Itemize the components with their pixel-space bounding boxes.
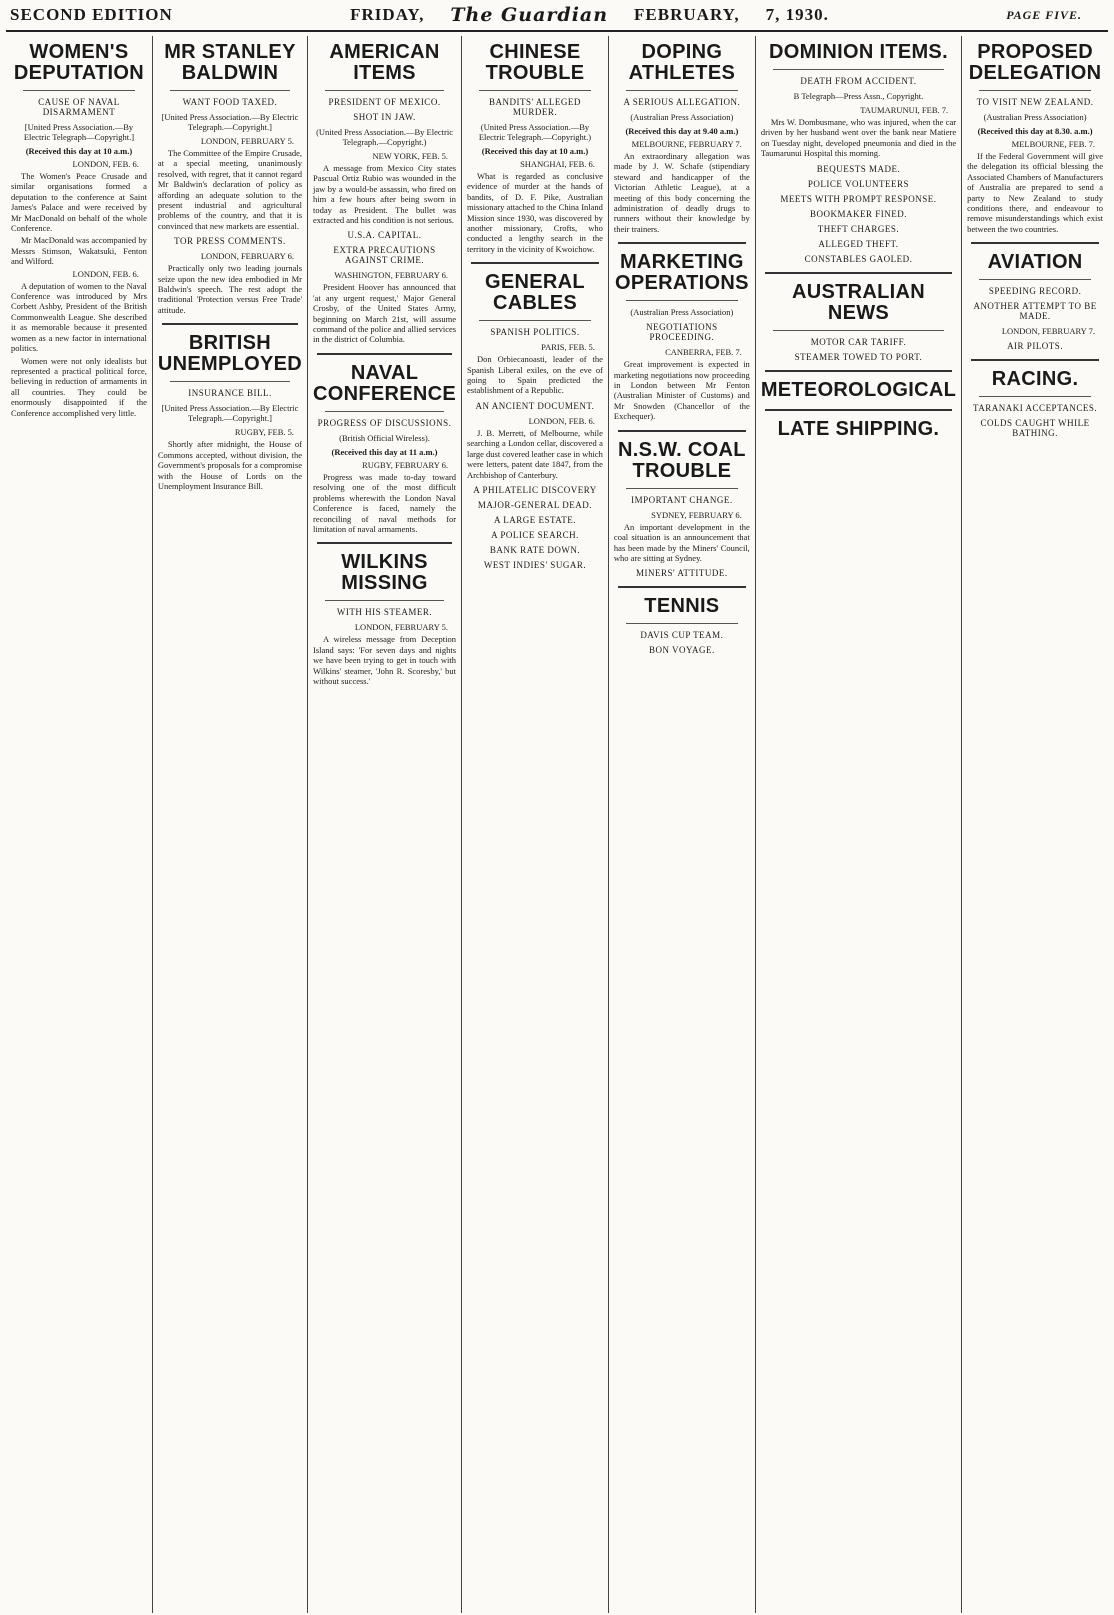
article-text: Women were not only idealists but represented a practical political force, believing in reduction of armaments in all countries. They could be enormously disappointed if the Conference accomplished very little. (11, 355, 147, 418)
article-text: Great improvement is expected in marketing negotiations now proceeding in London between Mr Fenton (Australian Minister of Customs) and Mr Snowden (Chancellor of the Exchequer). (613, 359, 750, 422)
dateline: MELBOURNE, FEBRUARY 7. (631, 139, 742, 149)
column-4 (462, 36, 609, 1613)
subheading: PRESIDENT OF MEXICO. (328, 97, 441, 107)
dateline: CANBERRA, FEB. 7. (665, 347, 742, 358)
headline: DOMINION ITEMS. (768, 41, 948, 63)
article-text: A deputation of women to the Naval Conference was introduced by Mrs Corbett Ashby, President of the British Commonwealth League. She described it as memorable because it presented women as a new factor in international politics. (11, 280, 147, 354)
column-3 (308, 36, 462, 1613)
headline: METEOROLOGICAL (760, 378, 957, 401)
dateline: LONDON, FEB. 6. (72, 159, 139, 169)
article-text: President Hoover has announced that 'at any urgent request,' Major General Crosby, of the United States Army, beginning on March 21st, will assume command of the police and allied services in the district of Columbia. (313, 282, 457, 345)
subheading: BON VOYAGE. (648, 645, 715, 656)
column-2 (153, 36, 308, 1613)
dateline: PARIS, FEB. 5. (541, 342, 595, 353)
subheading: DAVIS CUP TEAM. (640, 630, 724, 641)
subheading: THEFT CHARGES. (817, 223, 900, 234)
article-text: The Women's Peace Crusade and similar organisations formed a deputation to the conference at Saint James's Palace and were received by Mr MacDonald on behalf of the whole Conference. (11, 171, 147, 234)
source-line: [United Press Association.—By Electric Telegraph.—Copyright.] (161, 403, 299, 424)
subheading: A POLICE SEARCH. (491, 529, 579, 540)
received-line: (Received this day at 11 a.m.) (331, 446, 438, 457)
dateline: LONDON, FEBRUARY 5. (200, 136, 295, 146)
subheading: BANDITS' ALLEGED MURDER. (489, 97, 581, 117)
dateline: MELBOURNE, FEB. 7. (1011, 139, 1096, 149)
article-text: An extraordinary allegation was made by J. W. Schafe (stipendiary steward and handicapper of the Victorian Athletic League), at a meeting of this body concerning the administration of deadly drugs to runners without their knowledge by their trainers. (613, 151, 750, 234)
subheading: INSURANCE BILL. (188, 388, 272, 399)
subheading: POLICE VOLUNTEERS (807, 178, 910, 189)
subheading: A LARGE ESTATE. (493, 514, 576, 525)
subheading: STEAMER TOWED TO PORT. (794, 351, 923, 362)
source-line: (British Official Wireless). (339, 432, 430, 443)
headline: MARKETING OPERATIONS (614, 251, 749, 295)
article-text: Mrs W. Dombusmane, who was injured, when the car driven by her husband went over the bank near Matiere on Tuesday night, developed pneumonia and died in the Taumarunui Hospital this morning. (760, 117, 957, 159)
subheading: MOTOR CAR TARIFF. (810, 336, 907, 347)
headline: WILKINS MISSING (341, 551, 428, 595)
edition-label: SECOND EDITION (10, 5, 173, 24)
paper-title: The Guardian (450, 4, 609, 26)
subheading: TO VISIT NEW ZEALAND. (976, 97, 1094, 107)
headline: AVIATION (987, 251, 1083, 274)
subheading: PROGRESS OF DISCUSSIONS. (317, 417, 452, 428)
article-text: Don Orbiecanoasti, leader of the Spanish Liberal exiles, on the eve of going to Spain predicted the establishment of a Republic. (467, 354, 603, 396)
subheading: CONSTABLES GAOLED. (804, 253, 913, 264)
source-line: (United Press Association.—By Electric Telegraph.—Copyright.) (478, 122, 592, 142)
dateline: LONDON, FEB. 6. (72, 268, 139, 279)
dateline: LONDON, FEB. 6. (528, 415, 595, 426)
article-text: Practically only two leading journals seize upon the new idea embodied in Mr Baldwin's speech. The rest adopt the traditional 'Protection versus Free Trade' attitude. (157, 263, 303, 315)
headline: NAVAL CONFERENCE (313, 361, 457, 405)
received-line: (Received this day at 10 a.m.) (481, 146, 589, 156)
subheading: TARANAKI ACCEPTANCES. (973, 403, 1098, 414)
subheading: BEQUESTS MADE. (816, 163, 901, 174)
subheading: ANOTHER ATTEMPT TO BE MADE. (973, 301, 1097, 322)
article-text: If the Federal Government will give the delegation its official blessing the Associated Chambers of Manufacturers of Australia are prepared to send a party to New Zealand to study conditions there, and endeavour to remove misunderstandings which exist between the two countries. (967, 151, 1104, 234)
subheading: SPEEDING RECORD. (988, 286, 1082, 297)
article-text: Mr MacDonald was accompanied by Messrs Stimson, Wakatsuki, Fenton and Wilford. (11, 235, 147, 267)
masthead (6, 0, 1108, 32)
subheading: WITH HIS STEAMER. (336, 607, 433, 618)
subheading: COLDS CAUGHT WHILE BATHING. (980, 418, 1090, 439)
article-text: J. B. Merrett, of Melbourne, while searching a London cellar, discovered a large dust covered leather case in which were letters, patent date 1847, from the Archbishop of Canterbury. (467, 427, 603, 480)
dateline: SHANGHAI, FEB. 6. (520, 159, 595, 169)
source-line: (Australian Press Association) (630, 307, 734, 318)
headline: N.S.W. COAL TROUBLE (617, 438, 746, 482)
dateline: RUGBY, FEB. 5. (234, 427, 295, 438)
dateline: NEW YORK, FEB. 5. (372, 151, 449, 161)
subheading: CAUSE OF NAVAL DISARMAMENT (38, 97, 120, 117)
headline: BRITISH UNEMPLOYED (157, 332, 303, 376)
subheading: MEETS WITH PROMPT RESPONSE. (780, 193, 937, 204)
headline: AUSTRALIAN NEWS (791, 280, 925, 324)
subheading: BANK RATE DOWN. (489, 544, 581, 555)
source-line: B Telegraph—Press Assn., Copyright. (793, 91, 924, 101)
subheading: TOR PRESS COMMENTS. (174, 236, 286, 247)
source-line: [United Press Association.—By Electric Telegraph.—Copyright.] (161, 112, 299, 132)
article-text: A wireless message from Deception Island says: 'For seven days and nights we have been trying to get in touch with Wilkins' steamer, 'John R. Scoresby,' but without success.' (313, 634, 457, 686)
source-line: (United Press Association.—By Electric Telegraph.—Copyright.) (316, 127, 453, 147)
subheading: WEST INDIES' SUGAR. (483, 559, 587, 570)
subheading: NEGOTIATIONS PROCEEDING. (646, 322, 718, 343)
subheading: MAJOR-GENERAL DEAD. (477, 499, 593, 510)
subheading: AIR PILOTS. (1007, 341, 1064, 352)
headline: TENNIS (644, 595, 720, 618)
dateline: LONDON, FEBRUARY 7. (1001, 326, 1096, 337)
subheading: MINERS' ATTITUDE. (636, 568, 728, 579)
column-1 (6, 36, 153, 1613)
subheading: BOOKMAKER FINED. (809, 208, 907, 219)
column-5 (609, 36, 756, 1613)
column-7 (962, 36, 1108, 1613)
headline: CHINESE TROUBLE (485, 41, 585, 84)
headline: AMERICAN ITEMS (329, 41, 440, 84)
subheading: U.S.A. CAPITAL. (347, 230, 422, 241)
subheading: A SERIOUS ALLEGATION. (623, 97, 741, 107)
dateline: LONDON, FEBRUARY 5. (354, 622, 449, 633)
source-line: [United Press Association.—By Electric Telegraph—Copyright.] (23, 122, 135, 142)
subheading: WANT FOOD TAXED. (182, 97, 278, 107)
article-text: What is regarded as conclusive evidence of murder at the hands of bandits, of D. F. Pike, Australian missionary attached to the China Inland Mission since 1930, was discovered by another missionary, Crofts, who conducted a lengthy search in the territory in the vicinity of Kwoichow. (467, 171, 603, 254)
subheading: A PHILATELIC DISCOVERY (473, 484, 597, 495)
headline: LATE SHIPPING. (777, 417, 940, 440)
headline: RACING. (991, 368, 1079, 391)
headline: WOMEN'S DEPUTATION (13, 41, 144, 84)
article-text: Shortly after midnight, the House of Commons accepted, without division, the Government's proposals for a compromise with the House of Lords on the Unemployment Insurance Bill. (157, 439, 303, 491)
subheading: AN ANCIENT DOCUMENT. (475, 400, 595, 411)
subheading: SPANISH POLITICS. (490, 327, 580, 338)
headline: DOPING ATHLETES (628, 41, 736, 84)
received-line: (Received this day at 10 a.m.) (25, 146, 133, 156)
article-text: A message from Mexico City states Pascual Ortiz Rubio was wounded in the jaw by a would-be assassin, who fired on him a few hours after being sworn in today as President. The bullet was extracted and his condition is not serious. (313, 163, 457, 226)
subheading: SHOT IN JAW. (353, 112, 416, 122)
subheading: EXTRA PRECAUTIONS AGAINST CRIME. (333, 245, 436, 266)
dateline: LONDON, FEBRUARY 6. (200, 251, 295, 262)
received-line: (Received this day at 9.40 a.m.) (625, 126, 739, 136)
source-line: (Australian Press Association) (630, 112, 734, 122)
subheading: DEATH FROM ACCIDENT. (800, 76, 917, 86)
dateline: WASHINGTON, FEBRUARY 6. (334, 270, 449, 281)
subheading: IMPORTANT CHANGE. (631, 494, 733, 505)
day-label: FRIDAY, (350, 5, 425, 24)
article-text: Progress was made to-day toward resolving one of the most difficult problems wherewith the London Naval Conference is faced, namely the reconciling of naval methods for limitation of naval armaments. (313, 471, 457, 534)
dateline: RUGBY, FEBRUARY 6. (362, 459, 449, 470)
article-text: An important development in the coal situation is an announcement that has been made by the Miners' Council, who are sitting at Sydney. (613, 521, 750, 563)
received-line: (Received this day at 8.30. a.m.) (977, 126, 1093, 136)
date-label: 7, 1930. (765, 5, 829, 24)
headline: GENERAL CABLES (485, 271, 585, 315)
month-label: FEBRUARY, (634, 5, 740, 24)
dateline: SYDNEY, FEBRUARY 6. (651, 509, 742, 520)
page-number: PAGE FIVE. (1006, 7, 1082, 22)
headline: PROPOSED DELEGATION (968, 41, 1102, 84)
column-6 (756, 36, 962, 1613)
headline: MR STANLEY BALDWIN (164, 41, 296, 84)
article-text: The Committee of the Empire Crusade, at a special meeting, unanimously resolved, with regret, that it cannot regard Mr Baldwin's declaration of policy as affording an adequate solution to the present industrial and agricultural problems of the country, and that it is convinced that new markets are essential. (157, 148, 303, 231)
subheading: ALLEGED THEFT. (818, 238, 899, 249)
dateline: TAUMARUNUI, FEB. 7. (860, 105, 949, 115)
source-line: (Australian Press Association) (983, 112, 1087, 122)
